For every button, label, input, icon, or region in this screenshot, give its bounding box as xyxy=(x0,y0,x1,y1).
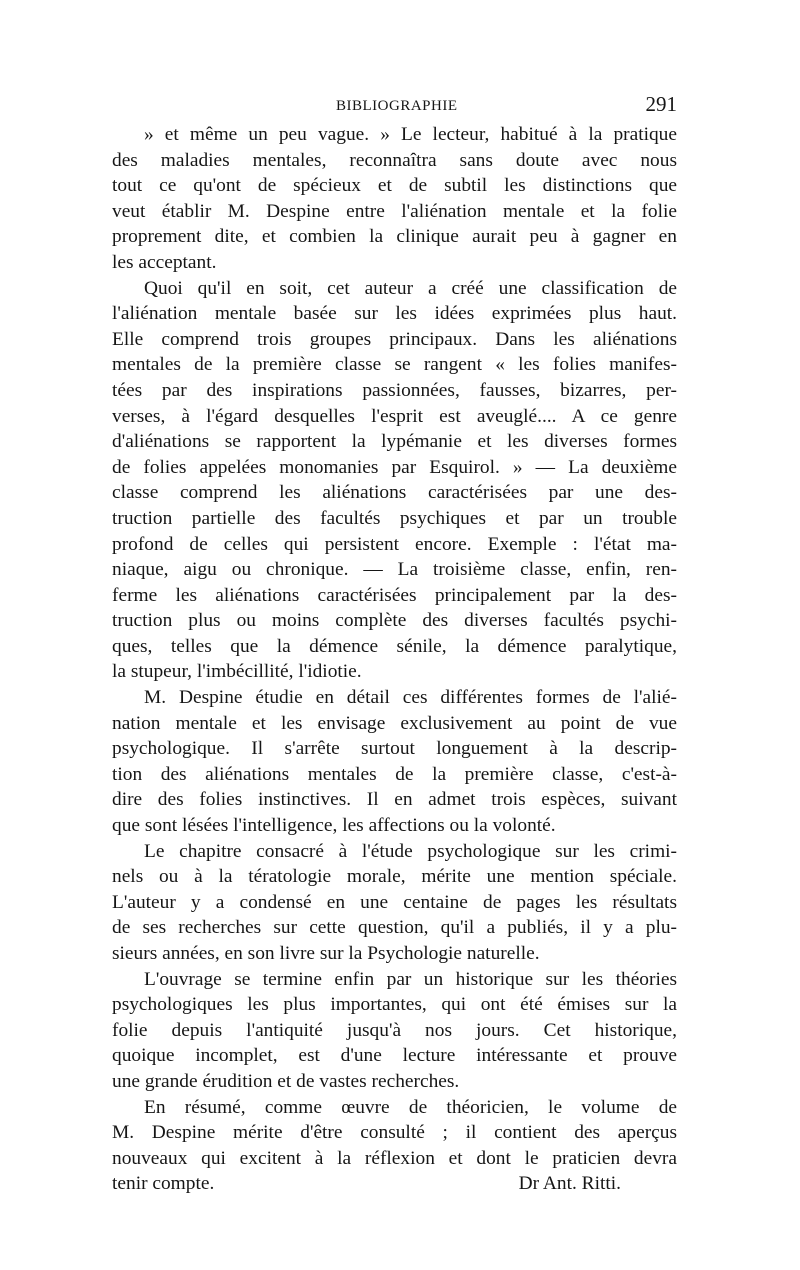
running-head xyxy=(112,88,677,122)
text-line: truction plus ou moins complète des diverses facultés psychi- xyxy=(112,610,677,632)
text-line: truction partielle des facultés psychiques et par un trouble xyxy=(112,507,677,529)
text-line: dire des folies instinctives. Il en admet trois espèces, suivant xyxy=(112,789,677,811)
text-line: veut établir M. Despine entre l'aliénation mentale et la folie xyxy=(112,200,677,222)
text-line: mentales de la première classe se rangent « les folies manifes- xyxy=(112,354,677,376)
text-line: Quoi qu'il en soit, cet auteur a créé une classification de xyxy=(144,277,677,299)
paragraph xyxy=(112,839,677,967)
text-line: nels ou à la tératologie morale, mérite une mention spéciale. xyxy=(112,866,677,888)
text-line: proprement dite, et combien la clinique aurait peu à gagner en xyxy=(112,226,677,248)
text-line: de folies appelées monomanies par Esquirol. » — La deuxième xyxy=(112,456,677,478)
text-line: profond de celles qui persistent encore. Exemple : l'état ma- xyxy=(112,533,677,555)
running-title: BIBLIOGRAPHIE xyxy=(336,98,458,114)
text-line: une grande érudition et de vastes recherches. xyxy=(112,1070,460,1092)
text-line: la stupeur, l'imbécillité, l'idiotie. xyxy=(112,661,362,683)
text-line: psychologique. Il s'arrête surtout longuement à la descrip- xyxy=(112,738,677,760)
text-line: M. Despine étudie en détail ces différentes formes de l'alié- xyxy=(144,687,677,709)
text-line: L'ouvrage se termine enfin par un historique sur les théories xyxy=(144,968,677,990)
paragraph xyxy=(112,685,677,839)
paragraph xyxy=(112,1095,677,1197)
page-number: 291 xyxy=(645,92,677,116)
text-line: tion des aliénations mentales de la première classe, c'est-à- xyxy=(112,763,677,785)
text-line: classe comprend les aliénations caractérisées par une des- xyxy=(112,482,677,504)
paragraph xyxy=(112,122,677,276)
text-line: L'auteur y a condensé en une centaine de pages les résultats xyxy=(112,891,677,913)
text-line: ques, telles que la démence sénile, la démence paralytique, xyxy=(112,635,677,657)
text-line: quoique incomplet, est d'une lecture intéressante et prouve xyxy=(112,1045,677,1067)
closing-line: tenir compte. xyxy=(112,1173,215,1195)
text-line: des maladies mentales, reconnaîtra sans doute avec nous xyxy=(112,149,677,171)
text-line: nation mentale et les envisage exclusivement au point de vue xyxy=(112,712,677,734)
text-line: En résumé, comme œuvre de théoricien, le volume de xyxy=(144,1096,677,1118)
text-line: que sont lésées l'intelligence, les affections ou la volonté. xyxy=(112,815,556,837)
text-line: Elle comprend trois groupes principaux. Dans les aliénations xyxy=(112,328,677,350)
text-line: Le chapitre consacré à l'étude psychologique sur les crimi- xyxy=(144,840,677,862)
text-line: psychologiques les plus importantes, qui ont été émises sur la xyxy=(112,994,677,1016)
text-line: tout ce qu'ont de spécieux et de subtil les distinctions que xyxy=(112,175,677,197)
text-line: niaque, aigu ou chronique. — La troisième classe, enfin, ren- xyxy=(112,559,677,581)
text-line: » et même un peu vague. » Le lecteur, habitué à la pratique xyxy=(144,124,677,145)
closing-row xyxy=(112,1171,677,1197)
paragraph xyxy=(112,967,677,1095)
text-line: l'aliénation mentale basée sur les idées exprimées plus haut. xyxy=(112,303,677,325)
text-line: les acceptant. xyxy=(112,251,217,273)
text-line: nouveaux qui excitent à la réflexion et dont le praticien devra xyxy=(112,1147,677,1169)
text-block xyxy=(112,122,677,1197)
text-line: d'aliénations se rapportent la lypémanie et les diverses formes xyxy=(112,431,677,453)
paragraph xyxy=(112,276,677,686)
text-line: folie depuis l'antiquité jusqu'à nos jours. Cet historique, xyxy=(112,1019,677,1041)
author-signature: Dr Ant. Ritti. xyxy=(518,1173,621,1195)
text-line: verses, à l'égard desquelles l'esprit est aveuglé.... A ce genre xyxy=(112,405,677,427)
text-line: M. Despine mérite d'être consulté ; il contient des aperçus xyxy=(112,1122,677,1144)
text-line: sieurs années, en son livre sur la Psychologie naturelle. xyxy=(112,943,540,964)
text-line: ferme les aliénations caractérisées principalement par la des- xyxy=(112,584,677,606)
text-line: tées par des inspirations passionnées, fausses, bizarres, per- xyxy=(112,379,677,401)
text-line: de ses recherches sur cette question, qu'il a publiés, il y a plu- xyxy=(112,917,677,939)
book-page xyxy=(112,88,677,1197)
